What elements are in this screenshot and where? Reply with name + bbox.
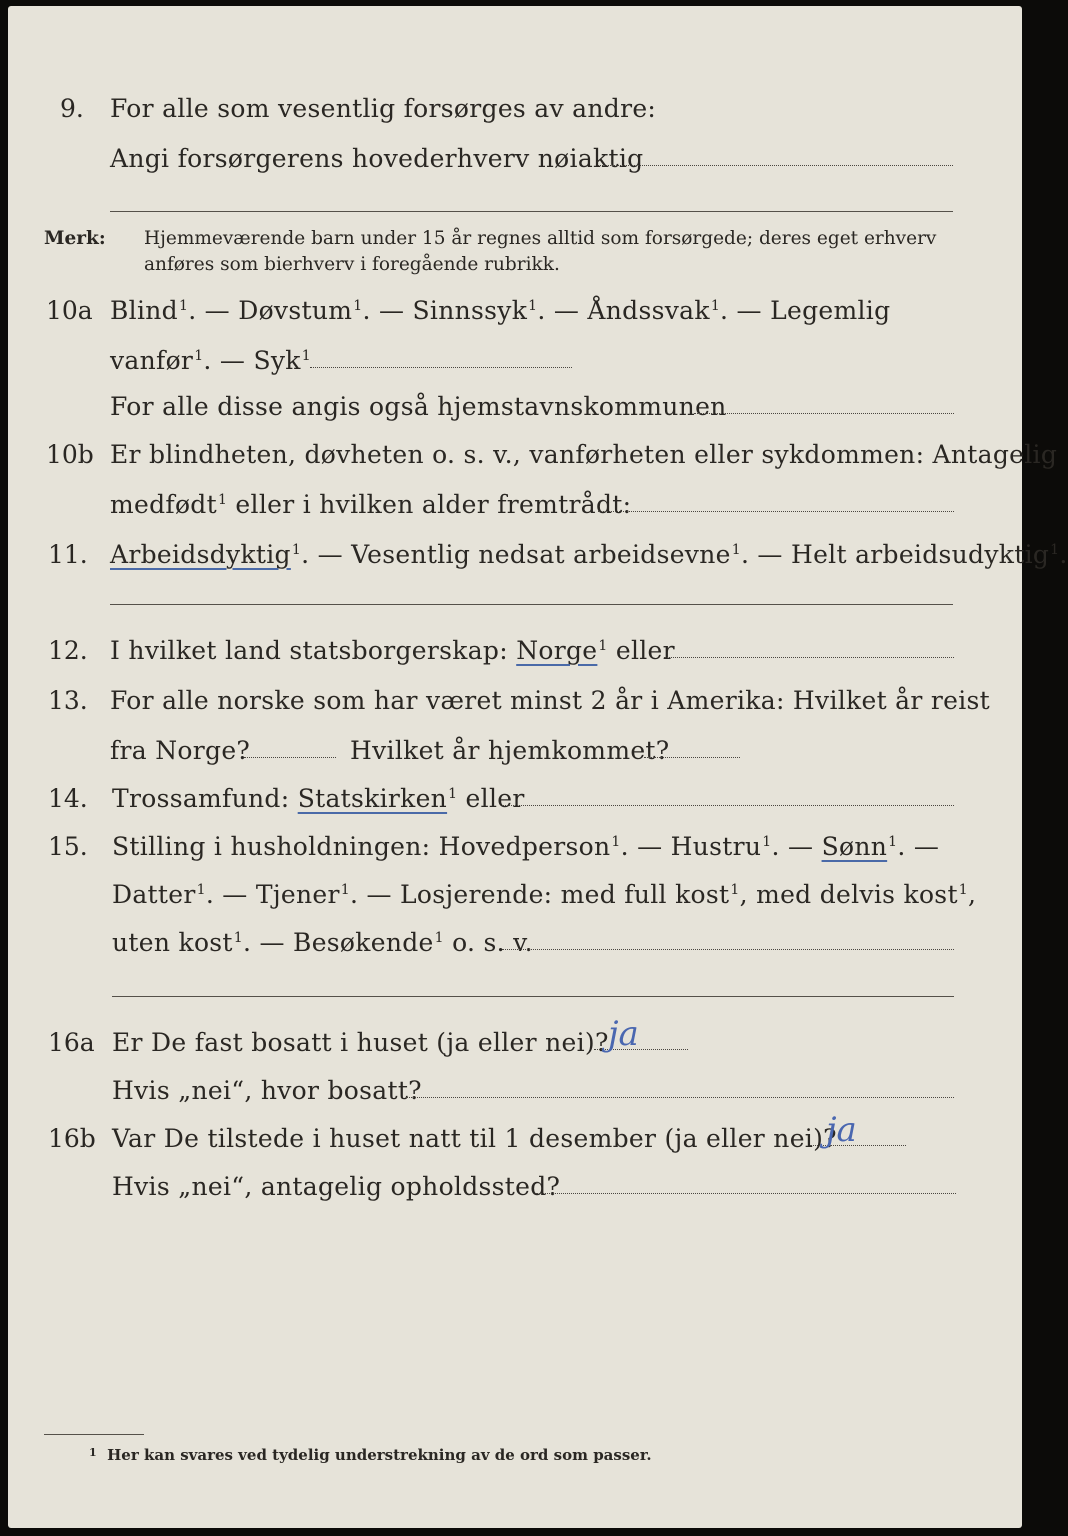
- q11-number: 11.: [48, 540, 88, 569]
- q16a-line1: Er De fast bosatt i huset (ja eller nei)?: [112, 1028, 609, 1057]
- q10a-syk-answer-line[interactable]: [310, 367, 572, 368]
- q15-answer-rule[interactable]: [112, 996, 954, 997]
- census-form-page: [8, 6, 1068, 1528]
- merk-line1: Hjemmeværende barn under 15 år regnes alltid som forsørgede; deres eget erhverv: [144, 228, 937, 249]
- q13-line1: For alle norske som har været minst 2 år i Amerika: Hvilket år reist: [110, 686, 991, 715]
- q13-line2b: Hvilket år hjemkommet?: [350, 736, 670, 765]
- q16a-handwritten-answer[interactable]: ja: [608, 1014, 639, 1054]
- q16b-opholdssted-answer-line[interactable]: [536, 1193, 956, 1194]
- q16a-number: 16a: [48, 1028, 95, 1057]
- q15-number: 15.: [48, 832, 88, 861]
- q10a-line3: For alle disse angis også hjemstavnskommunen: [110, 392, 727, 421]
- q12-number: 12.: [48, 636, 88, 665]
- q16a-line2: Hvis „nei“, hvor bosatt?: [112, 1076, 422, 1105]
- q13-number: 13.: [48, 686, 88, 715]
- q14-line: Trossamfund: Statskirken$^1$ eller: [112, 784, 525, 813]
- footnote-separator: [44, 1434, 144, 1435]
- q9-answer-line[interactable]: [598, 165, 953, 166]
- q16b-number: 16b: [48, 1124, 96, 1153]
- q10a-hjemstavn-answer-line[interactable]: [694, 413, 954, 414]
- q10b-answer-line[interactable]: [598, 511, 954, 512]
- q15-selected-sonn[interactable]: Sønn: [821, 832, 888, 861]
- q9-line1: For alle som vesentlig forsørges av andre:: [110, 94, 657, 123]
- q15-line2: Datter$^1$. — Tjener$^1$. — Losjerende: med full kost$^1$, med delvis kost$^1$,: [112, 880, 977, 909]
- q16b-answer-line[interactable]: [810, 1145, 906, 1146]
- q11-selected-arbeidsdyktig[interactable]: Arbeidsdyktig: [110, 540, 291, 569]
- q10b-number: 10b: [46, 440, 94, 469]
- q16b-line1: Var De tilstede i huset natt til 1 desember (ja eller nei)?: [112, 1124, 837, 1153]
- merk-label: Merk:: [44, 228, 106, 249]
- q14-number: 14.: [48, 784, 88, 813]
- q15-line1: Stilling i husholdningen: Hovedperson$^1$. — Hustru$^1$. — Sønn$^1$. —: [112, 832, 940, 861]
- q16a-bosatt-answer-line[interactable]: [406, 1097, 954, 1098]
- merk-line2: anføres som bierhverv i foregående rubrikk.: [144, 254, 560, 275]
- q11-line: Arbeidsdyktig$^1$. — Vesentlig nedsat arbeidsevne$^1$. — Helt arbeidsudyktig$^1$.: [110, 540, 1068, 569]
- q13-line2a: fra Norge?: [110, 736, 251, 765]
- q13-hjemkommet-answer-line[interactable]: [644, 757, 740, 758]
- q12-selected-norge[interactable]: Norge: [516, 636, 598, 665]
- q10a-number: 10a: [46, 296, 93, 325]
- q10b-line1: Er blindheten, døvheten o. s. v., vanførheten eller sykdommen: Antagelig: [110, 440, 1058, 469]
- q12-answer-line[interactable]: [664, 657, 954, 658]
- q9-number: 9.: [60, 94, 84, 123]
- q11-answer-rule[interactable]: [110, 604, 953, 605]
- q14-answer-line[interactable]: [502, 805, 954, 806]
- q14-selected-statskirken[interactable]: Statskirken: [297, 784, 448, 813]
- q12-line: I hvilket land statsborgerskap: Norge$^1$ eller: [110, 636, 675, 665]
- q10a-line2: vanfør$^1$. — Syk$^1$: [110, 346, 311, 375]
- q13-reist-answer-line[interactable]: [244, 757, 336, 758]
- q9-answer-rule[interactable]: [110, 211, 953, 212]
- q16b-handwritten-answer[interactable]: ja: [826, 1110, 857, 1150]
- q16b-line2: Hvis „nei“, antagelig opholdssted?: [112, 1172, 561, 1201]
- q9-line2: Angi forsørgerens hovederhverv nøiaktig: [110, 144, 644, 173]
- q15-line3: uten kost$^1$. — Besøkende$^1$ o. s. v.: [112, 928, 533, 957]
- q10a-line1: Blind$^1$. — Døvstum$^1$. — Sinnssyk$^1$. — Åndssvak$^1$. — Legemlig: [110, 296, 891, 325]
- q10b-line2: medfødt$^1$ eller i hvilken alder fremtrådt:: [110, 490, 632, 519]
- footnote: $^1$ Her kan svares ved tydelig understrekning av de ord som passer.: [89, 1446, 652, 1464]
- q15-answer-line[interactable]: [502, 949, 954, 950]
